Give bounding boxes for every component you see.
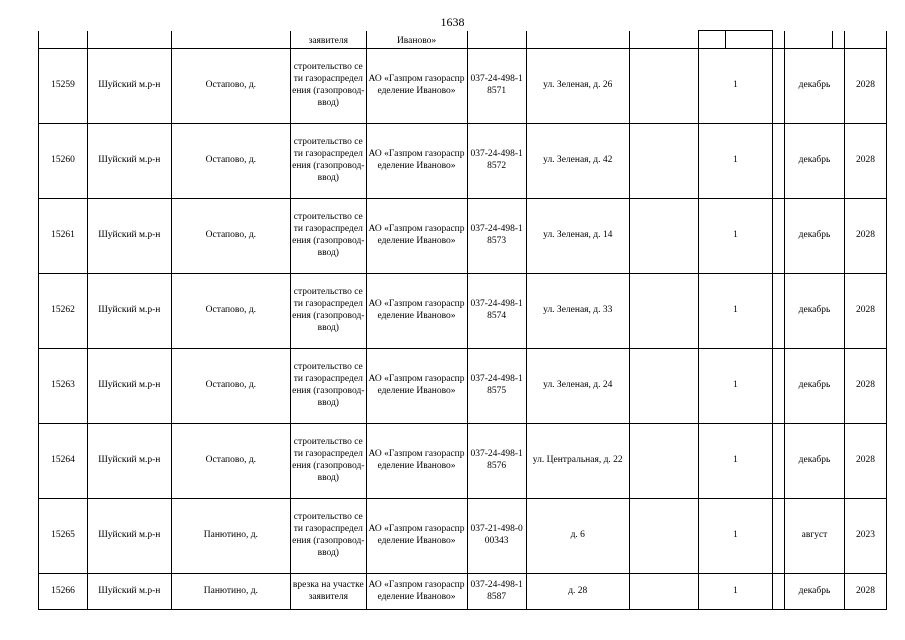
year-cell: 2028 [845, 199, 887, 274]
code-cell: 037-24-498-18574 [467, 274, 526, 349]
address-cell: д. 6 [526, 499, 629, 574]
quantity-cell: 1 [699, 349, 772, 424]
work-type-cell: строительство сети газораспределения (газопровод-ввод) [291, 124, 367, 199]
row-number: 15266 [39, 574, 88, 610]
district-cell: Шуйский м.р-н [87, 424, 171, 499]
code-cell: 037-24-498-18587 [467, 574, 526, 610]
operator-cell: АО «Газпром газораспределение Иваново» [366, 199, 467, 274]
work-type-cell: строительство сети газораспределения (газопровод-ввод) [291, 274, 367, 349]
table-row [39, 424, 887, 499]
month-cell: декабрь [784, 124, 844, 199]
work-type-cell: строительство сети газораспределения (газопровод-ввод) [291, 499, 367, 574]
code-cell: 037-24-498-18573 [467, 199, 526, 274]
empty-cell [772, 349, 784, 424]
operator-cell: АО «Газпром газораспределение Иваново» [366, 124, 467, 199]
operator-cell: АО «Газпром газораспределение Иваново» [366, 349, 467, 424]
empty-cell [629, 349, 698, 424]
table-row [39, 574, 887, 610]
address-cell: ул. Зеленая, д. 26 [526, 49, 629, 124]
operator-cell: АО «Газпром газораспределение Иваново» [366, 574, 467, 610]
month-cell: декабрь [784, 199, 844, 274]
month-cell: август [784, 499, 844, 574]
quantity-cell: 1 [699, 499, 772, 574]
table-row-continued [39, 31, 887, 49]
table-row [39, 199, 887, 274]
address-cell: д. 28 [526, 574, 629, 610]
work-type-cell: строительство сети газораспределения (газопровод-ввод) [291, 49, 367, 124]
year-cell: 2023 [845, 499, 887, 574]
empty-cell [772, 274, 784, 349]
operator-cell: АО «Газпром газораспределение Иваново» [366, 274, 467, 349]
operator-cell: АО «Газпром газораспределение Иваново» [366, 499, 467, 574]
page-number: 1638 [440, 15, 465, 29]
row-number: 15263 [39, 349, 88, 424]
empty-cell [629, 49, 698, 124]
work-type-cell: строительство сети газораспределения (газопровод-ввод) [291, 199, 367, 274]
row-number: 15259 [39, 49, 88, 124]
quantity-cell: 1 [699, 424, 772, 499]
operator-cell: АО «Газпром газораспределение Иваново» [366, 49, 467, 124]
month-cell: декабрь [784, 349, 844, 424]
table-row [39, 499, 887, 574]
work-type-cell: строительство сети газораспределения (газопровод-ввод) [291, 349, 367, 424]
year-cell: 2028 [845, 124, 887, 199]
month-cell: декабрь [784, 274, 844, 349]
code-cell: 037-24-498-18572 [467, 124, 526, 199]
row-number: 15265 [39, 499, 88, 574]
month-cell: декабрь [784, 49, 844, 124]
row-number: 15260 [39, 124, 88, 199]
month-cell: декабрь [784, 424, 844, 499]
gas-connection-table [38, 30, 887, 610]
quantity-cell: 1 [699, 49, 772, 124]
district-cell: Шуйский м.р-н [87, 49, 171, 124]
empty-cell [772, 124, 784, 199]
address-cell: ул. Центральная, д. 22 [526, 424, 629, 499]
address-cell: ул. Зеленая, д. 14 [526, 199, 629, 274]
empty-cell [772, 499, 784, 574]
table-row [39, 49, 887, 124]
district-cell: Шуйский м.р-н [87, 349, 171, 424]
code-cell: 037-24-498-18571 [467, 49, 526, 124]
operator-cell: АО «Газпром газораспределение Иваново» [366, 424, 467, 499]
locality-cell: Панютино, д. [171, 574, 290, 610]
operator-tail: Иваново» [366, 31, 467, 49]
table-row [39, 349, 887, 424]
year-cell: 2028 [845, 274, 887, 349]
empty-cell [629, 274, 698, 349]
empty-cell [629, 199, 698, 274]
year-cell: 2028 [845, 574, 887, 610]
empty-cell [629, 424, 698, 499]
month-cell: декабрь [784, 574, 844, 610]
locality-cell: Остапово, д. [171, 349, 290, 424]
row-number: 15262 [39, 274, 88, 349]
work-type-tail: заявителя [291, 31, 367, 49]
row-number: 15264 [39, 424, 88, 499]
empty-cell [772, 424, 784, 499]
quantity-cell: 1 [699, 574, 772, 610]
year-cell: 2028 [845, 424, 887, 499]
locality-cell: Остапово, д. [171, 199, 290, 274]
empty-cell [629, 574, 698, 610]
quantity-cell: 1 [699, 199, 772, 274]
code-cell: 037-24-498-18576 [467, 424, 526, 499]
table-row [39, 124, 887, 199]
address-cell: ул. Зеленая, д. 24 [526, 349, 629, 424]
locality-cell: Остапово, д. [171, 49, 290, 124]
district-cell: Шуйский м.р-н [87, 199, 171, 274]
code-cell: 037-24-498-18575 [467, 349, 526, 424]
empty-cell [772, 199, 784, 274]
work-type-cell: врезка на участке заявителя [291, 574, 367, 610]
year-cell: 2028 [845, 349, 887, 424]
locality-cell: Панютино, д. [171, 499, 290, 574]
district-cell: Шуйский м.р-н [87, 499, 171, 574]
quantity-cell: 1 [699, 274, 772, 349]
empty-cell [772, 574, 784, 610]
district-cell: Шуйский м.р-н [87, 124, 171, 199]
quantity-cell: 1 [699, 124, 772, 199]
address-cell: ул. Зеленая, д. 42 [526, 124, 629, 199]
year-cell: 2028 [845, 49, 887, 124]
empty-cell [629, 124, 698, 199]
locality-cell: Остапово, д. [171, 424, 290, 499]
district-cell: Шуйский м.р-н [87, 574, 171, 610]
empty-cell [629, 499, 698, 574]
district-cell: Шуйский м.р-н [87, 274, 171, 349]
locality-cell: Остапово, д. [171, 124, 290, 199]
empty-cell [772, 49, 784, 124]
locality-cell: Остапово, д. [171, 274, 290, 349]
code-cell: 037-21-498-000343 [467, 499, 526, 574]
work-type-cell: строительство сети газораспределения (газопровод-ввод) [291, 424, 367, 499]
row-number: 15261 [39, 199, 88, 274]
table-row [39, 274, 887, 349]
address-cell: ул. Зеленая, д. 33 [526, 274, 629, 349]
